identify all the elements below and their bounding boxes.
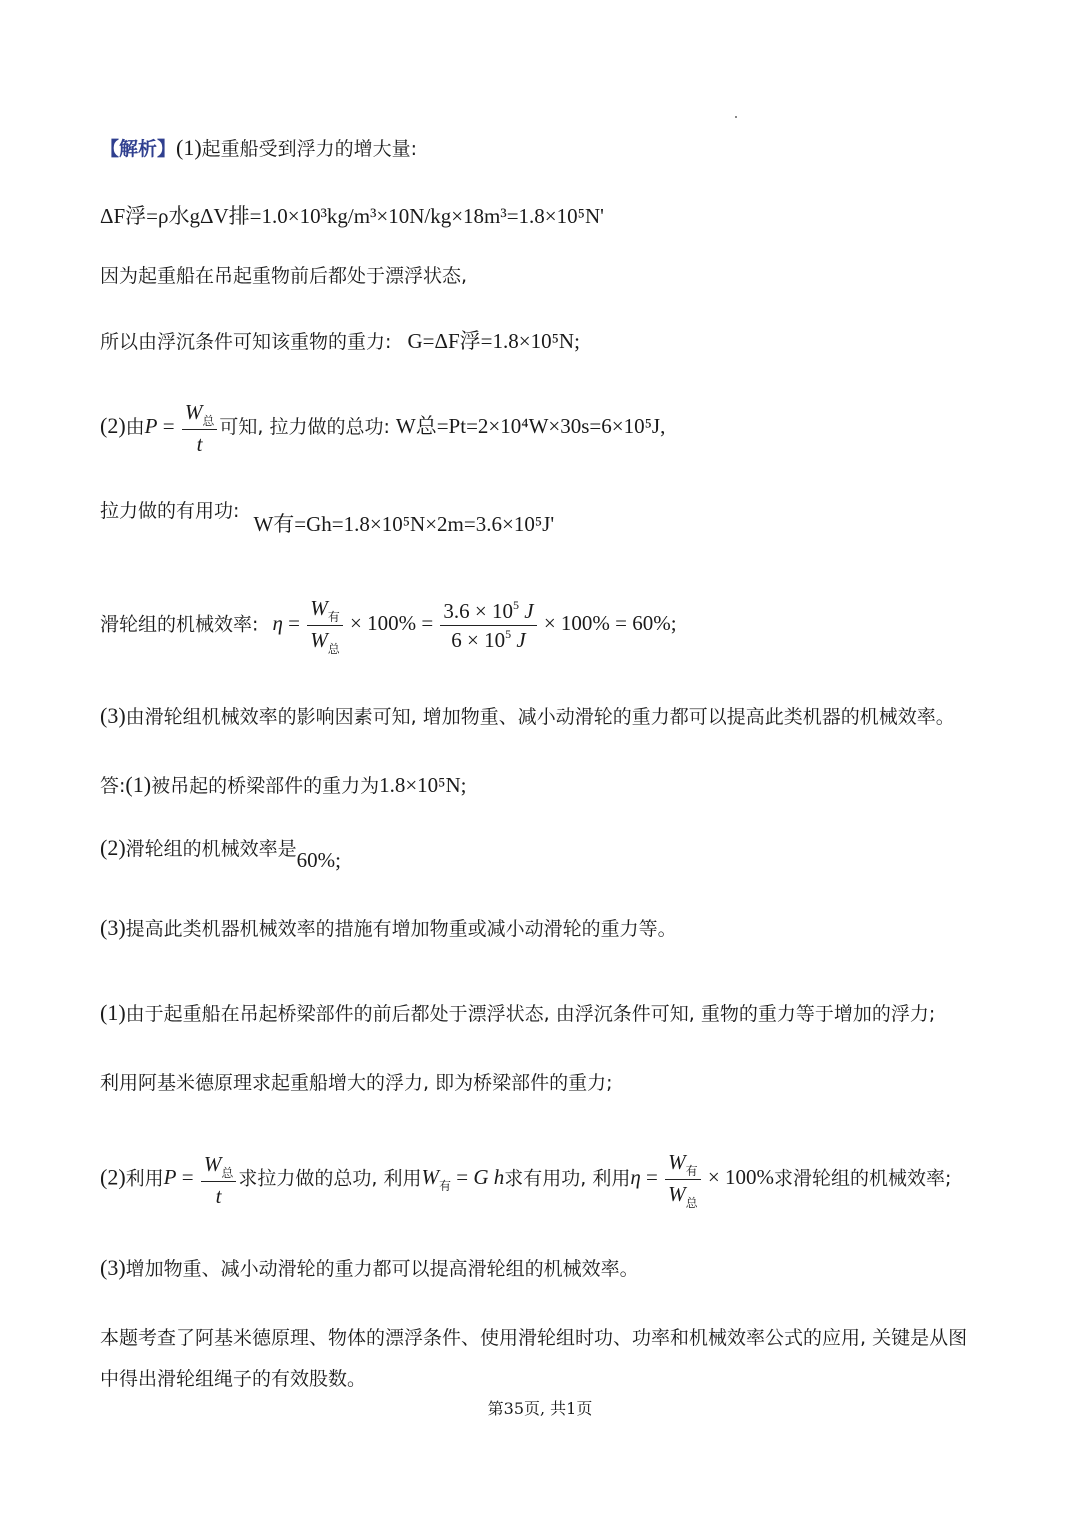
- useful-work-line: [100, 497, 555, 536]
- hint-line-3: [100, 1255, 639, 1282]
- summary-line-1: 本题考查了阿基米德原理、物体的漂浮条件、使用滑轮组时功、功率和机械效率公式的应用, 关键是从图: [100, 1327, 968, 1349]
- efficiency-line: [100, 596, 677, 655]
- line-text: 被吊起的桥梁部件的重力为: [151, 775, 380, 797]
- line-text: 增加物重、减小动滑轮的重力都可以提高滑轮组的机械效率。: [125, 1258, 639, 1280]
- line-text: 由: [125, 415, 145, 438]
- step-number: (2): [100, 1164, 126, 1190]
- stray-dot: [735, 116, 737, 118]
- efficiency-fraction: η = $\frac{W_有}{W_总}$ × 100%: [630, 1150, 774, 1210]
- line-text: 可知, 拉力做的总功:: [219, 415, 390, 438]
- gravity-formula: G=ΔF浮=1.8×10⁵N;: [407, 329, 580, 353]
- answer-line-1: [100, 772, 467, 799]
- line-text: 提高此类机器机械效率的措施有增加物重或减小动滑轮的重力等。: [125, 918, 677, 940]
- answer-label: 答:: [100, 775, 126, 797]
- line-text: 拉力做的有用功:: [100, 500, 240, 522]
- step-number: (2): [100, 412, 126, 438]
- step-number: (3): [100, 1255, 126, 1280]
- hint-line-1: [100, 1000, 935, 1027]
- floating-state-text: 因为起重船在吊起重物前后都处于漂浮状态,: [100, 265, 468, 287]
- answer-formula: 1.8×10⁵N;: [379, 773, 467, 797]
- gravity-line: [100, 328, 580, 355]
- buoyancy-formula: ΔF浮=ρ水gΔV排=1.0×10³kg/m³×10N/kg×18m³=1.8×10⁵N': [100, 204, 604, 228]
- step-number: (1): [125, 772, 152, 797]
- total-work-line: [100, 400, 665, 456]
- answer-line-3: [100, 915, 677, 942]
- line-text: 起重船受到浮力的增大量:: [201, 138, 418, 160]
- analysis-heading-line: [100, 135, 417, 162]
- efficiency-value: 60%;: [296, 848, 341, 872]
- answer-line-2: [100, 835, 341, 872]
- hint-line-2: [100, 1150, 951, 1209]
- factor-line: [100, 703, 955, 730]
- useful-work-expr: $W_有 = G$ h: [421, 1165, 505, 1194]
- line-text: 求有用功, 利用: [504, 1167, 631, 1190]
- archimedes-hint: 利用阿基米德原理求起重船增大的浮力, 即为桥梁部件的重力;: [100, 1072, 613, 1094]
- efficiency-formula: η = $\frac{W_有}{W_总}$ × 100% = $\frac{3.6 \times 10^5 J}{6 \times 10^5 J}$ × 100% = 60%;: [272, 596, 677, 656]
- useful-work-formula: W有=Gh=1.8×10⁵N×2m=3.6×10⁵J': [253, 512, 555, 536]
- step-number: (2): [100, 835, 126, 860]
- step-number: (3): [100, 915, 126, 940]
- power-fraction: P = $\frac{W_总}{t}$: [145, 414, 220, 438]
- step-number: (1): [100, 1000, 126, 1025]
- step-number: (3): [100, 703, 126, 728]
- line-text: 滑轮组的机械效率:: [100, 613, 259, 636]
- analysis-tag: 【解析】: [100, 138, 177, 160]
- line-text: 求拉力做的总功, 利用: [238, 1167, 422, 1190]
- line-text: 由于起重船在吊起桥梁部件的前后都处于漂浮状态, 由浮沉条件可知, 重物的重力等于增加的浮力;: [125, 1003, 936, 1025]
- summary-line-2: 中得出滑轮组绳子的有效股数。: [100, 1368, 367, 1390]
- line-text: 求滑轮组的机械效率;: [773, 1167, 952, 1190]
- line-text: 所以由浮沉条件可知该重物的重力:: [100, 331, 392, 353]
- line-text: 滑轮组的机械效率是: [125, 838, 297, 860]
- line-text: 由滑轮组机械效率的影响因素可知, 增加物重、减小动滑轮的重力都可以提高此类机器的机械效率。: [125, 706, 955, 728]
- step-number: (1): [176, 135, 202, 160]
- power-fraction: P = $\frac{W_总}{t}$: [164, 1165, 239, 1189]
- page-footer: 第35页, 共1页: [487, 1399, 593, 1418]
- total-work-formula: W总=Pt=2×10⁴W×30s=6×10⁵J,: [395, 413, 666, 438]
- line-text: 利用: [125, 1167, 164, 1190]
